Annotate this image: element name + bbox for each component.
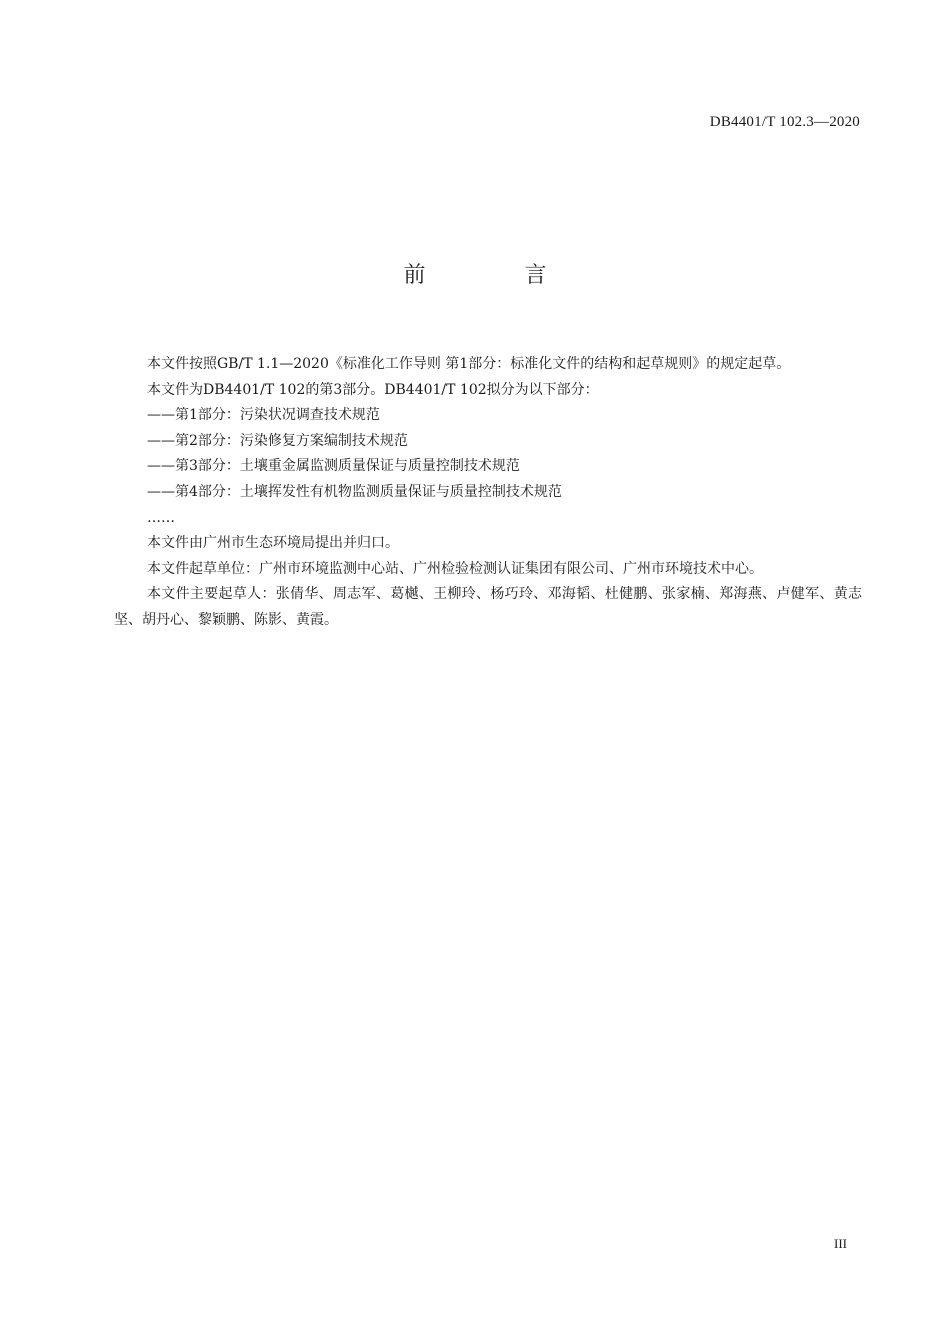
page-title: 前 言 bbox=[403, 263, 593, 288]
foreword-body bbox=[114, 352, 862, 634]
paragraph-parts-intro: 本文件为DB4401/T 102的第3部分。DB4401/T 102拟分为以下部分： bbox=[147, 381, 599, 398]
list-item-part-3: ——第3部分：土壤重金属监测质量保证与质量控制技术规范 bbox=[147, 458, 520, 475]
paragraph-drafting-rules: 本文件按照GB/T 1.1—2020《标准化工作导则 第1部分：标准化文件的结构和起草规则》的规定起草。 bbox=[147, 356, 791, 372]
list-item-part-2: ——第2部分：污染修复方案编制技术规范 bbox=[147, 432, 408, 449]
list-item-part-1: ——第1部分：污染状况调查技术规范 bbox=[147, 407, 380, 424]
list-item-part-4: ——第4部分：土壤挥发性有机物监测质量保证与质量控制技术规范 bbox=[147, 483, 562, 500]
page-number: III bbox=[834, 1236, 847, 1251]
paragraph-drafting-units: 本文件起草单位：广州市环境监测中心站、广州检验检测认证集团有限公司、广州市环境技术中心。 bbox=[147, 560, 763, 577]
document-code: DB4401/T 102.3—2020 bbox=[709, 114, 860, 130]
list-ellipsis: …… bbox=[147, 509, 175, 526]
paragraph-drafters: 本文件主要起草人：张倩华、周志军、葛樾、王柳玲、杨巧玲、邓海韬、杜健鹏、张家楠、郑海燕、卢健军、黄志坚、胡丹心、黎颖鹏、陈影、黄霞。 bbox=[114, 586, 862, 628]
paragraph-proposer: 本文件由广州市生态环境局提出并归口。 bbox=[147, 535, 399, 552]
